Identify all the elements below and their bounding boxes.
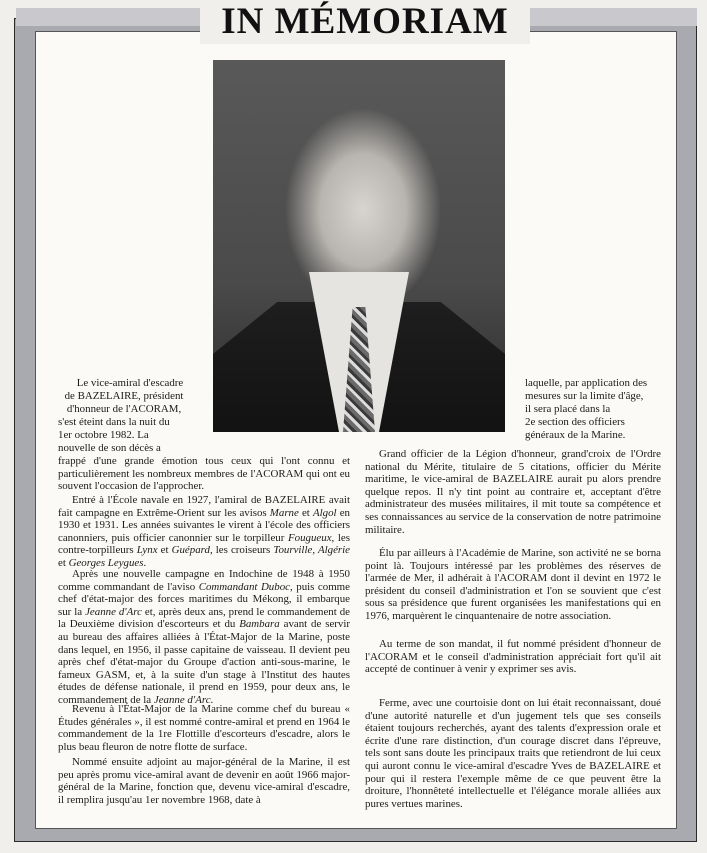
paragraph-indochina: Après une nouvelle campagne en Indochine de 1948 à 1950 comme commandant de l'aviso Commandant Duboc, puis comme chef d'état-major des forces maritimes du Mékong, il embarque sur la Jeanne d'Arc et, après deux ans, prend le commandement de la Deuxième division d'escorteurs et du Bambara avant de servir au bureau des affaires alliées à l'État-Major de la Marine, poste dans lequel, en 1956, il passe capitaine de vaisseau. Il devient peu après chef d'état-major du Groupe d'action anti-sous-marine, le fameux GASM, et, à la suite d'un stage à l'Institut des hautes études de défense nationale, il prend en 1959, pour deux ans, le commandement de la Jeanne d'Arc.	[58, 568, 351, 706]
banner-right	[525, 8, 697, 26]
intro-line-3: d'honneur de l'ACORAM,	[66, 403, 182, 415]
portrait-photo	[213, 60, 505, 432]
continued-line-2: mesures sur la limite d'âge,	[525, 390, 644, 402]
paragraph-honorary-president: Au terme de son mandat, il fut nommé président d'honneur de l'ACORAM et le conseil d'administration appréciait fort qu'il ait accepté de continuer à venir y exprimer ses avis.	[365, 638, 661, 676]
paragraph-honours: Grand officier de la Légion d'honneur, grand'croix de l'Ordre national du Mérite, titulaire de 5 citations, officier du Mérite maritime, le vice-amiral de BAZELAIRE aurait pu alors prendre quelque repos. Il n'y tint point au contraire et, acceptant d'être administrateur des musées militaires, il mit toute sa compétence et ses connaissances au service de la conservation de notre patrimoine militaire.	[365, 448, 661, 536]
paragraph-naval-school: Entré à l'École navale en 1927, l'amiral de BAZELAIRE avait fait campagne en Extrême-Orient sur les avisos Marne et Algol en 1930 et 1931. Les années suivantes le virent à l'école des officiers canonniers, puis officier canonnier sur le torpilleur Fougueux, les contre-torpilleurs Lynx et Guépard, les croiseurs Tourville, Algérie et Georges Leygues.	[58, 494, 351, 569]
paragraph-return-staff: Revenu à l'État-Major de la Marine comme chef du bureau « Études générales », il est nommé contre-amiral et prend en 1964 le commandement de la 1re Flottille d'escorteurs d'escadre, alors le plus beau fleuron de notre flotte de surface.	[58, 703, 350, 753]
intro-line-2: de BAZELAIRE, président	[64, 390, 184, 402]
page-title: IN MÉMORIAM	[200, 0, 530, 44]
intro-line-5: 1er octobre 1982. La	[58, 429, 149, 441]
banner-left	[16, 8, 206, 26]
intro-line-1: Le vice-amiral d'escadre	[76, 377, 184, 389]
intro-line-4: s'est éteint dans la nuit du	[58, 416, 170, 428]
paragraph-tribute: Ferme, avec une courtoisie dont on lui était reconnaissant, doué d'une autorité naturelle et d'un jugement tels que ses conseils étaient toujours recherchés, ayant des talents d'expression orale et écrite d'une rare distinction, d'un courage discret dans l'épreuve, tels sont sans doute les principaux traits que retiendront de lui ceux qui auront connu le vice-amiral d'escadre Yves de BAZELAIRE et pour qui il restera l'exemple même de ce que peuvent être la droiture, l'honnêteté intellectuelle et l'élégance morale alliées aux pures vertues marines.	[365, 697, 661, 810]
intro-paragraph-rest: frappé d'une grande émotion tous ceux qui l'ont connu et particulièrement les nombreux membres de l'ACORAM qui ont eu souvent l'occasion de l'approcher.	[58, 455, 350, 493]
paragraph-academy: Élu par ailleurs à l'Académie de Marine, son activité ne se borna point là. Toujours intéressé par les problèmes des réserves de l'armée de Mer, il adhérait à l'ACORAM dont il devint en 1972 le président du conseil d'administration et l'on se souvient que c'est sous sa présidence que furent organisées les manifestations qui en 1976, marquèrent le cinquantenaire de notre association.	[365, 547, 661, 622]
intro-line-6: nouvelle de son décès a	[58, 442, 161, 454]
continued-line-5: généraux de la Marine.	[525, 429, 626, 441]
paragraph-major-general: Nommé ensuite adjoint au major-général de la Marine, il est peu après promu vice-amiral avant de devenir en août 1966 major-général de la Marine, fonction que, devenu vice-amiral d'escadre, il remplira jusqu'au 1er novembre 1968, date à	[58, 756, 350, 806]
continued-line-4: 2e section des officiers	[525, 416, 625, 428]
continued-line-3: il sera placé dans la	[525, 403, 611, 415]
continued-line-1: laquelle, par application des	[525, 377, 648, 389]
